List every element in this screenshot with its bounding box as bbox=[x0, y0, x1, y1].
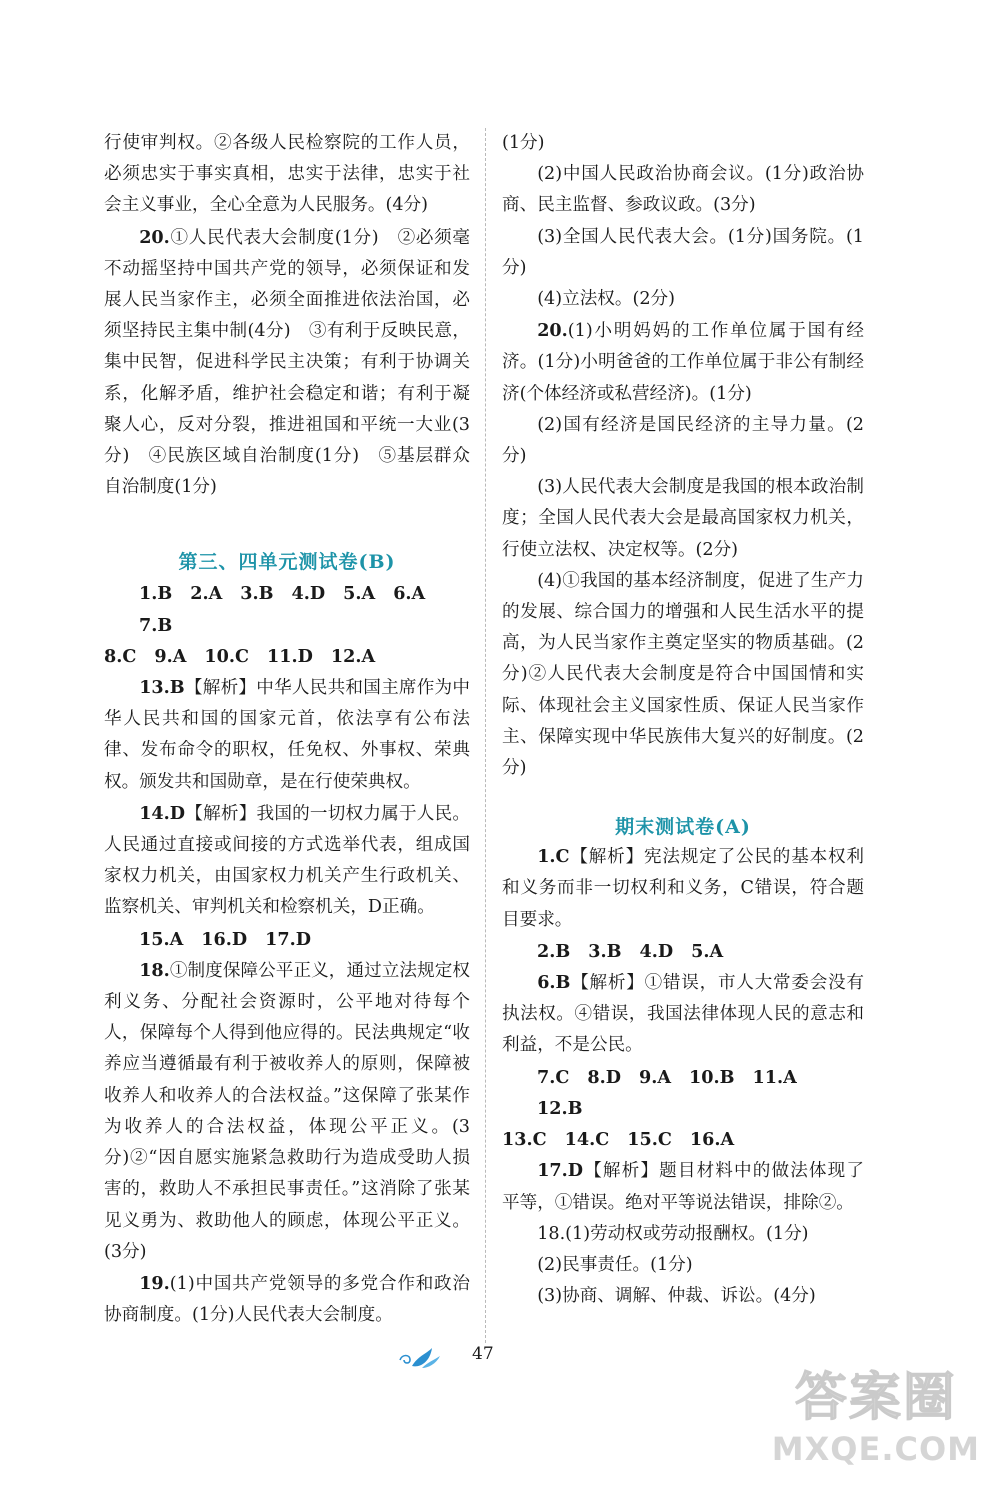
answer-key: 16.D bbox=[201, 928, 248, 950]
answer-17 bbox=[502, 1155, 864, 1218]
answer-key: 11.A bbox=[752, 1066, 797, 1088]
right-column bbox=[502, 128, 864, 1312]
answer-key: 3.B bbox=[240, 583, 274, 605]
answer-19-4: (4)立法权。(2分) bbox=[537, 289, 676, 310]
answer-13 bbox=[104, 672, 470, 798]
answer-20-4: (4)①我国的基本经济制度，促进了生产力的发展、综合国力的增强和人民生活水平的提高，为人民当家作主奠定坚实的物质基础。(2分)②人民代表大会制度是符合中国国情和实际、体现社会主义国家性质、保证人民当家作主、保障实现中华民族伟大复兴的好制度。(2分) bbox=[502, 570, 864, 779]
answer-text: 【解析】宪法规定了公民的基本权利和义务而非一切权利和义务，C错误，符合题目要求。 bbox=[502, 847, 864, 930]
answer-20 bbox=[104, 222, 470, 504]
watermark-text: 答案圈 bbox=[794, 1368, 957, 1428]
paragraph-continuation: 行使审判权。②各级人民检察院的工作人员，必须忠实于事实真相，忠实于法律，忠实于社会主义事业，全心全意为人民服务。(4分) bbox=[104, 133, 470, 216]
answer-text: 【解析】题目材料中的做法体现了平等，①错误。绝对平等说法错误，排除②。 bbox=[502, 1161, 864, 1213]
question-number: 19. bbox=[139, 1272, 170, 1294]
paragraph-continuation: (1分) bbox=[502, 133, 545, 153]
answer-key: 8.C bbox=[104, 645, 137, 667]
answer-key: 15.C bbox=[627, 1129, 672, 1151]
answer-key: 17.D bbox=[265, 928, 312, 950]
answer-key: 4.D bbox=[639, 940, 674, 962]
answer-text: 【解析】①错误，市人大常委会没有执法权。④错误，我国法律体现人民的意志和利益，不是公民。 bbox=[502, 973, 864, 1056]
answer-key: 4.D bbox=[291, 583, 326, 605]
answer-14 bbox=[104, 798, 470, 924]
question-number: 20. bbox=[537, 320, 568, 342]
answer-key: 14.C bbox=[564, 1129, 610, 1151]
answer-key: 1.B bbox=[139, 583, 173, 605]
leaf-ornament-icon bbox=[396, 1342, 444, 1372]
question-number: 17.D bbox=[537, 1160, 584, 1182]
answer-text: (1)小明妈妈的工作单位属于国有经济。(1分)小明爸爸的工作单位属于非公有制经济(个体经济或私营经济)。(1分) bbox=[502, 321, 864, 404]
question-number: 14.D bbox=[139, 802, 186, 824]
answer-row bbox=[104, 578, 470, 640]
answer-19-3: (3)全国人民代表大会。(1分)国务院。(1分) bbox=[502, 226, 864, 278]
question-number: 20. bbox=[139, 226, 170, 248]
answer-key: 10.C bbox=[204, 645, 250, 667]
answer-key: 2.B bbox=[537, 940, 571, 962]
answer-key: 5.A bbox=[343, 583, 376, 605]
answer-20-2: (2)国有经济是国民经济的主导力量。(2分) bbox=[502, 414, 864, 467]
watermark-url: MXQE.COM bbox=[771, 1430, 980, 1468]
watermark-logo bbox=[772, 1355, 980, 1468]
answer-key: 2.A bbox=[190, 583, 223, 605]
answer-row bbox=[502, 1124, 864, 1155]
answer-key: 3.B bbox=[588, 940, 622, 962]
answer-key: 7.B bbox=[139, 614, 173, 636]
answer-18 bbox=[104, 955, 470, 1268]
question-number: 1.C bbox=[537, 846, 570, 868]
answer-key: 15.A bbox=[139, 928, 184, 950]
section-heading-final-exam-a: 期末测试卷(A) bbox=[615, 816, 751, 839]
page-number: 47 bbox=[472, 1344, 494, 1364]
left-column bbox=[104, 128, 470, 1331]
answer-1 bbox=[502, 841, 864, 936]
answer-text: 【解析】我国的一切权力属于人民。人民通过直接或间接的方式选举代表，组成国家权力机关，由国家权力机关产生行政机关、监察机关、审判机关和检察机关，D正确。 bbox=[104, 803, 470, 918]
section-heading-unit-test-b: 第三、四单元测试卷(B) bbox=[178, 551, 396, 574]
answer-text: 【解析】中华人民共和国主席作为中华人民共和国的国家元首，依法享有公布法律、发布命令的职权，任免权、外事权、荣典权。颁发共和国勋章，是在行使荣典权。 bbox=[104, 678, 470, 792]
answer-20-3: (3)人民代表大会制度是我国的根本政治制度；全国人民代表大会是最高国家权力机关，行使立法权、决定权等。(2分) bbox=[502, 477, 864, 560]
answer-key: 6.A bbox=[393, 583, 426, 605]
answer-key: 9.A bbox=[639, 1066, 672, 1088]
answer-row bbox=[502, 1062, 864, 1124]
answer-key: 12.B bbox=[537, 1097, 583, 1119]
column-divider bbox=[485, 128, 486, 1343]
answer-18-2: (2)民事责任。(1分) bbox=[537, 1254, 693, 1275]
question-number: 6.B bbox=[537, 972, 571, 994]
answer-18-1: 18.(1)劳动权或劳动报酬权。(1分) bbox=[537, 1223, 809, 1244]
answer-key: 9.A bbox=[154, 645, 187, 667]
answer-key: 11.D bbox=[267, 645, 313, 667]
answer-text: (1)中国共产党领导的多党合作和政治协商制度。(1分)人民代表大会制度。 bbox=[104, 1273, 470, 1326]
answer-key: 5.A bbox=[691, 940, 724, 962]
answer-19-2: (2)中国人民政治协商会议。(1分)政治协商、民主监督、参政议政。(3分) bbox=[502, 164, 864, 216]
answer-20 bbox=[502, 315, 864, 410]
answer-key: 16.A bbox=[689, 1129, 735, 1151]
answer-key: 13.C bbox=[502, 1129, 547, 1151]
answer-row bbox=[104, 641, 470, 672]
answer-row bbox=[502, 936, 864, 967]
answer-6 bbox=[502, 967, 864, 1062]
answer-key: 7.C bbox=[537, 1066, 570, 1088]
answer-19 bbox=[104, 1268, 470, 1331]
answer-row bbox=[104, 924, 470, 955]
answer-key: 8.D bbox=[587, 1066, 621, 1088]
question-number: 13.B bbox=[139, 677, 185, 699]
answer-key: 12.A bbox=[330, 645, 376, 667]
answer-text: ①人民代表大会制度(1分) ②必须毫不动摇坚持中国共产党的领导，必须保证和发展人民当家作主，必须全面推进依法治国，必须坚持民主集中制(4分) ③有利于反映民意，集中民智，促进科学民主决策；有利于协调关系，化解矛盾，维护社会稳定和谐；有利于凝聚人心，反对分裂，推进祖国和平统一大业(3分) ④民族区域自治制度(1分) ⑤基层群众自治制度(1分) bbox=[104, 227, 470, 498]
answer-key: 10.B bbox=[689, 1066, 735, 1088]
answer-text: ①制度保障公平正义，通过立法规定权利义务、分配社会资源时，公平地对待每个人，保障每个人得到他应得的。民法典规定“收养应当遵循最有利于被收养人的原则，保障被收养人和收养人的合法权益。”这保障了张某作为收养人的合法权益，体现公平正义。(3分)②“因自愿实施紧急救助行为造成受助人损害的，救助人不承担民事责任。”这消除了张某见义勇为、救助他人的顾虑，体现公平正义。(3分) bbox=[104, 960, 470, 1262]
answer-18-3: (3)协商、调解、仲裁、诉讼。(4分) bbox=[537, 1286, 816, 1307]
question-number: 18. bbox=[139, 959, 170, 981]
